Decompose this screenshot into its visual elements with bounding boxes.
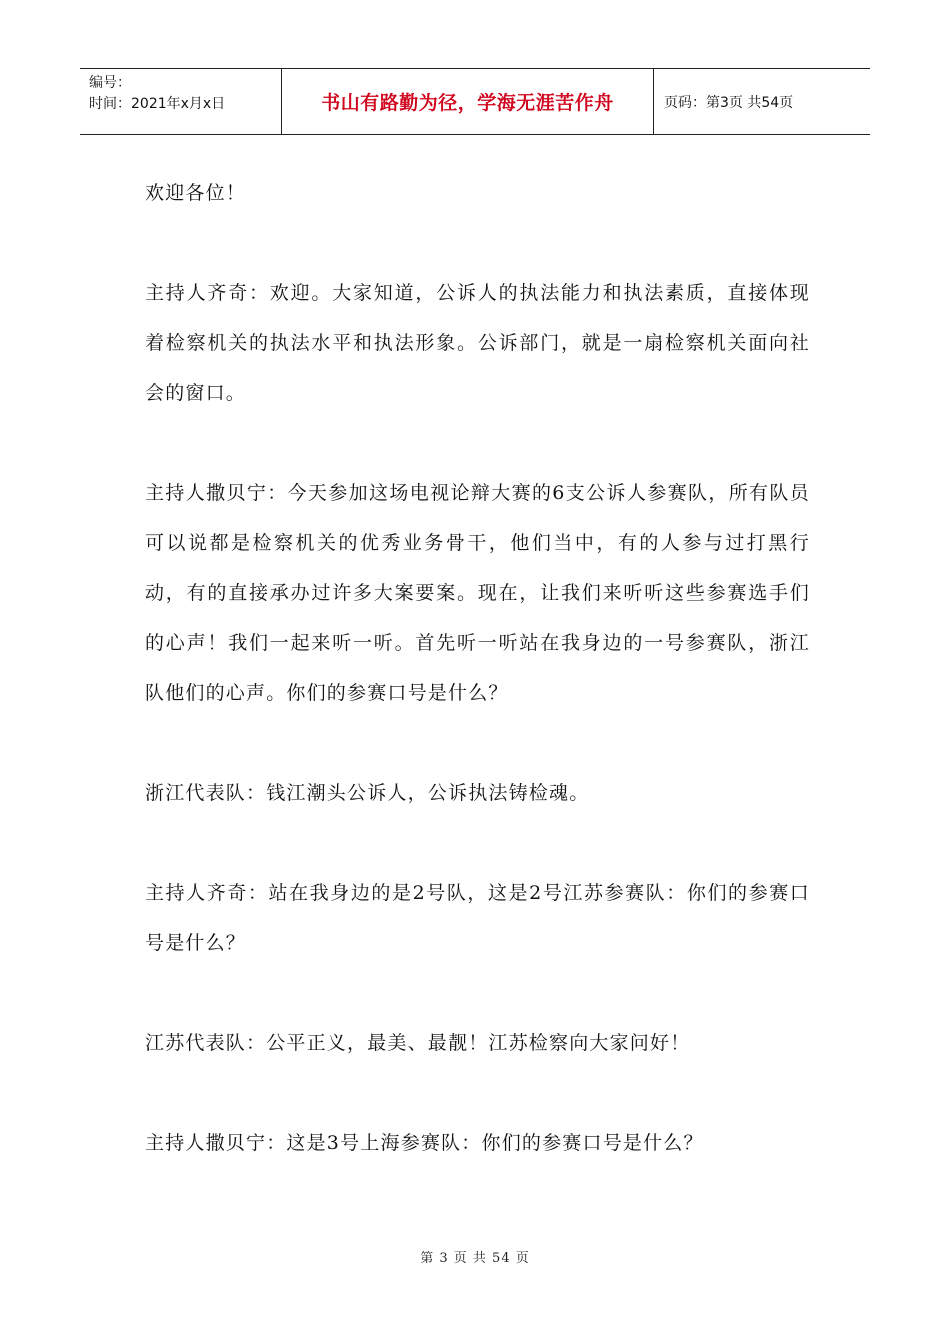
paragraph-jiangsu-team: 江苏代表队：公平正义，最美、最靓！江苏检察向大家问好！ bbox=[145, 1032, 691, 1054]
document-time-label: 时间：2021年x月x日 bbox=[89, 96, 226, 112]
page-header bbox=[80, 68, 870, 135]
header-meta bbox=[80, 69, 282, 134]
document-body bbox=[145, 168, 810, 1168]
page-footer: 第 3 页 共 54 页 bbox=[420, 1251, 530, 1266]
header-motto: 书山有路勤为径，学海无涯苦作舟 bbox=[282, 69, 654, 134]
paragraph-zhejiang-team: 浙江代表队：钱江潮头公诉人，公诉执法铸检魂。 bbox=[145, 782, 590, 804]
paragraph-host-sabeining-2: 主持人撒贝宁：这是3号上海参赛队：你们的参赛口号是什么？ bbox=[145, 1132, 704, 1154]
paragraph-welcome: 欢迎各位！ bbox=[145, 182, 247, 204]
paragraph-host-sabeining-1: 主持人撒贝宁：今天参加这场电视论辩大赛的6支公诉人参赛队，所有队员可以说都是检察机关的优秀业务骨干，他们当中，有的人参与过打黑行动，有的直接承办过许多大案要案。现在，让我们来听听这些参赛选手们的心声！我们一起来听一听。首先听一听站在我身边的一号参赛队，浙江队他们的心声。你们的参赛口号是什么？ bbox=[145, 482, 810, 704]
paragraph-host-qiqi-2: 主持人齐奇：站在我身边的是2号队，这是2号江苏参赛队：你们的参赛口号是什么？ bbox=[145, 882, 810, 954]
document-number-label: 编号： bbox=[89, 75, 131, 91]
paragraph-host-qiqi-1: 主持人齐奇：欢迎。大家知道，公诉人的执法能力和执法素质，直接体现着检察机关的执法水平和执法形象。公诉部门，就是一扇检察机关面向社会的窗口。 bbox=[145, 282, 810, 404]
header-page-info: 页码：第3页 共54页 bbox=[664, 94, 794, 111]
